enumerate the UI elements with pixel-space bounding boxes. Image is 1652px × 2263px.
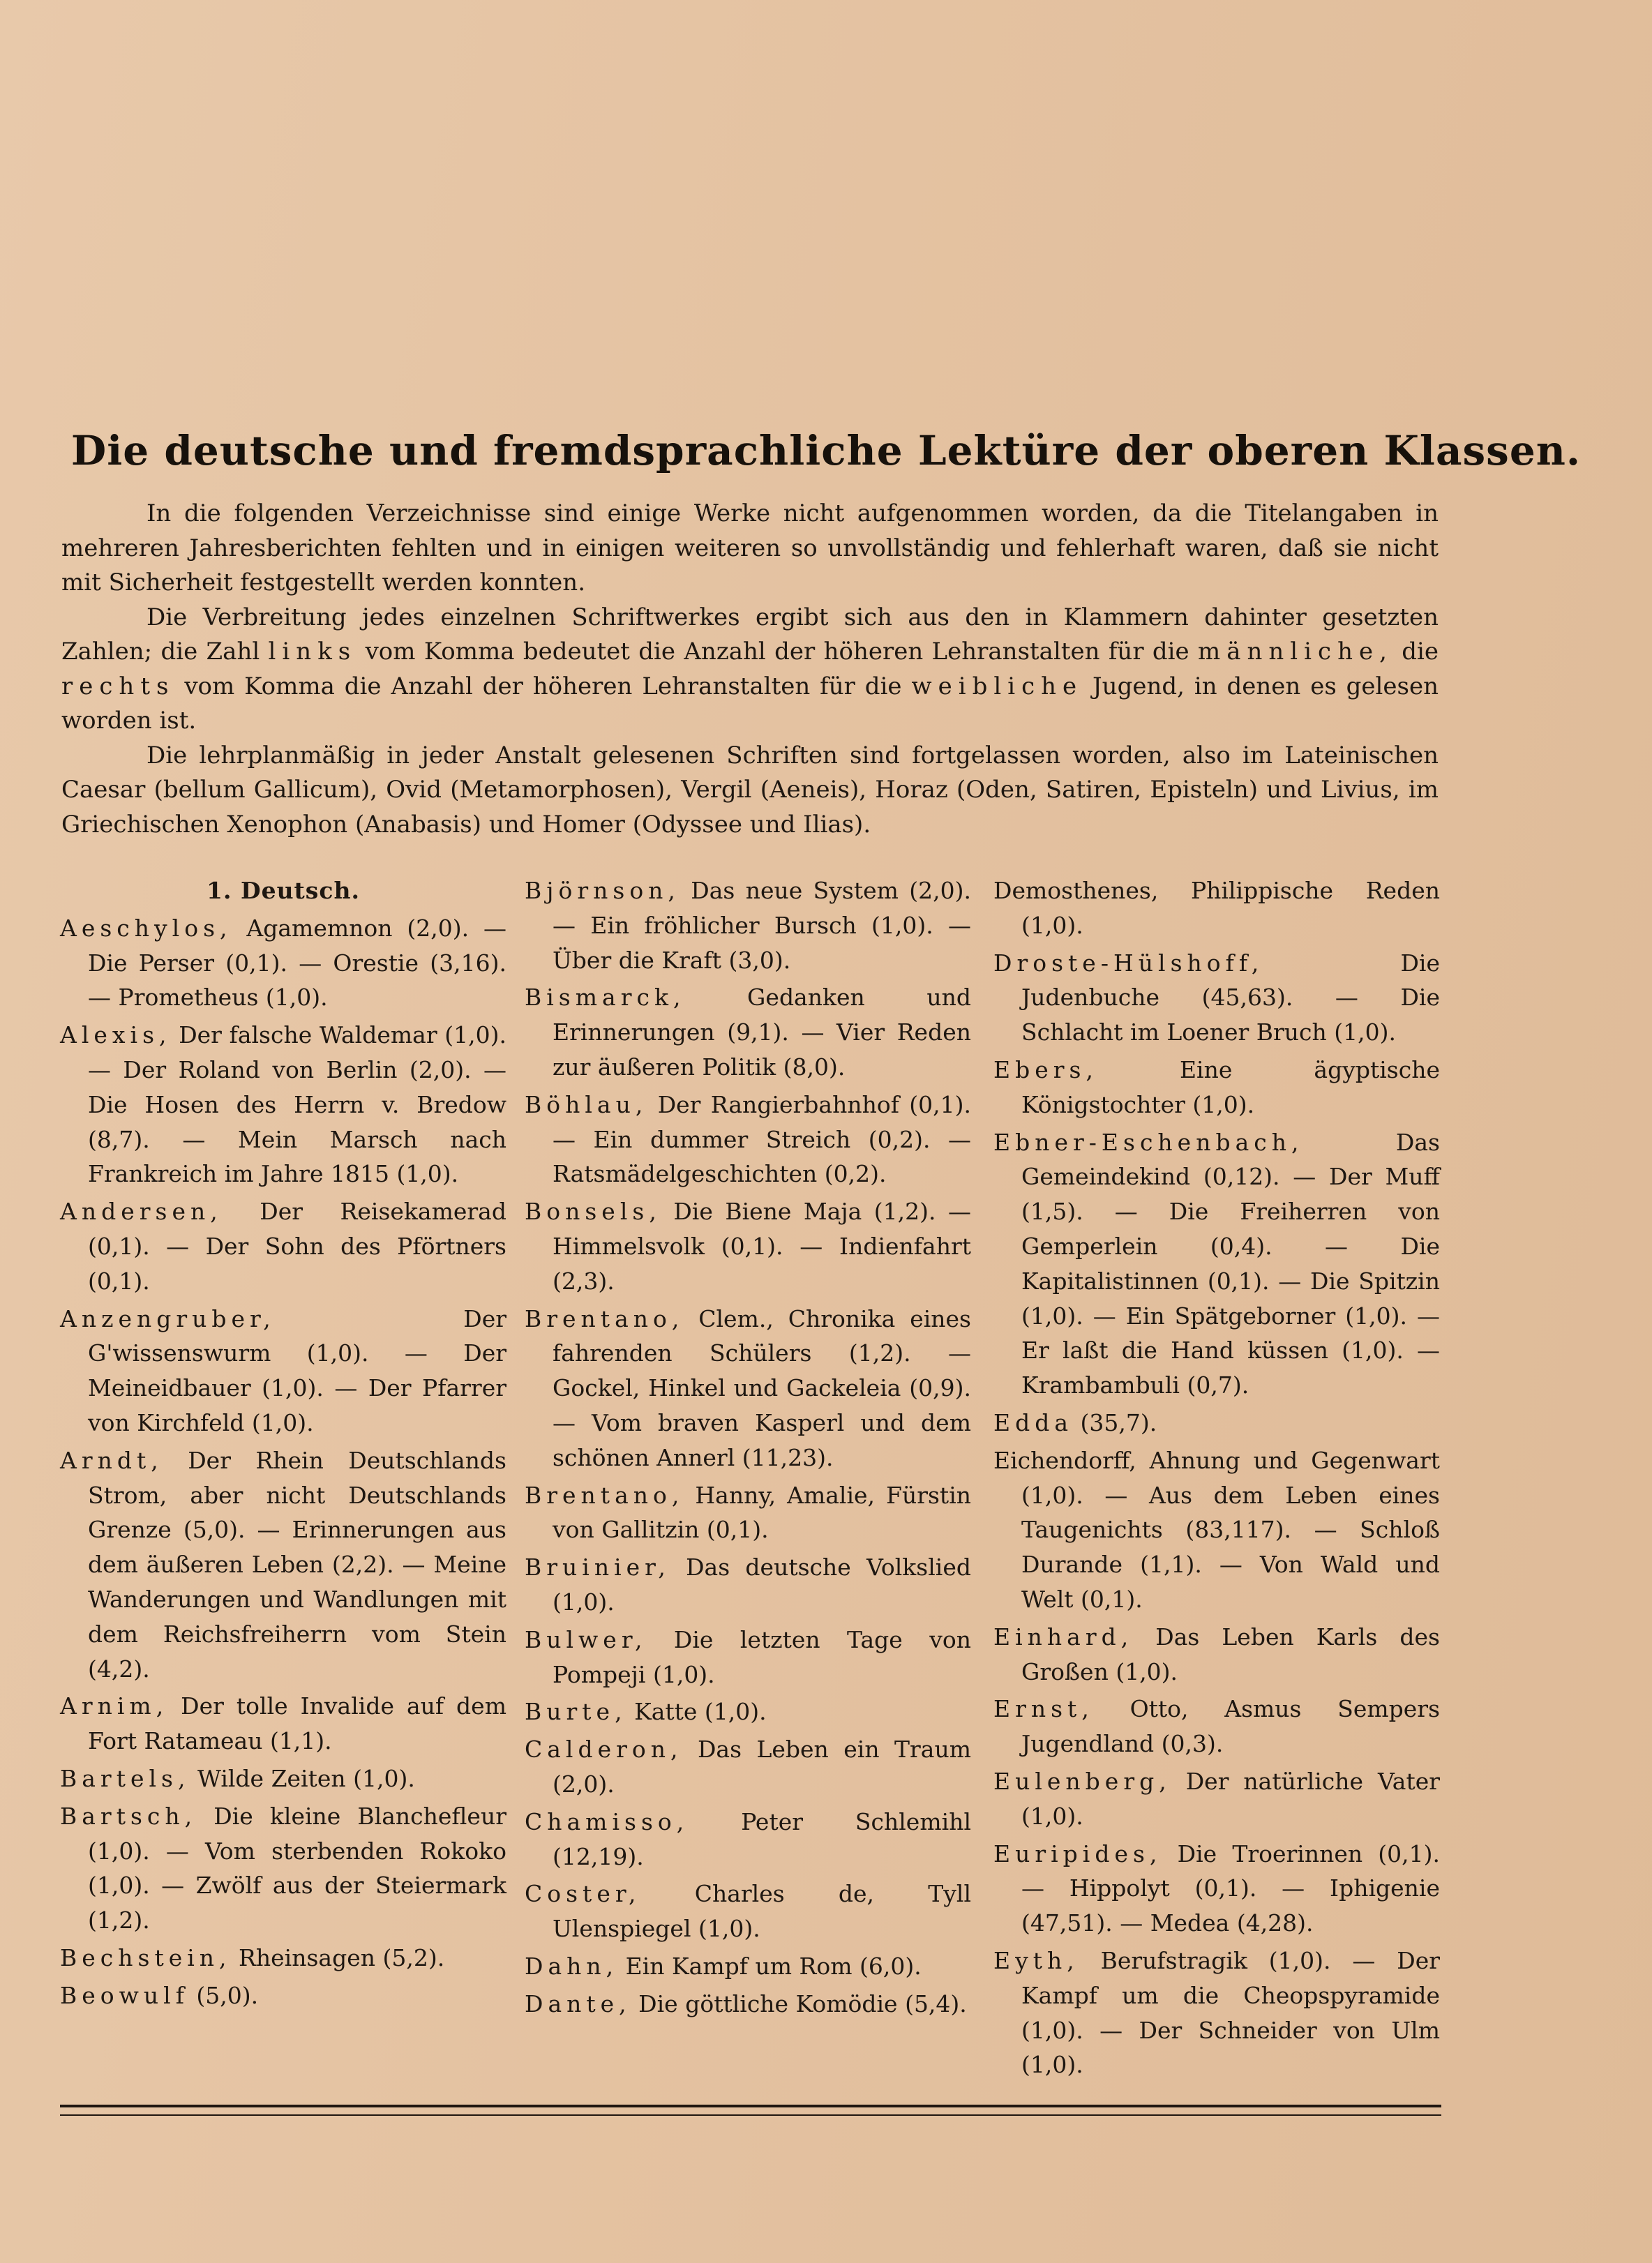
entry-works: Das Leben Karls des Großen (1,0). <box>1021 1623 1440 1685</box>
list-entry <box>525 1194 971 1298</box>
list-entry <box>60 1761 506 1796</box>
entry-author: Arndt, <box>60 1446 163 1474</box>
list-entry <box>60 1194 506 1298</box>
list-entry <box>993 1125 1440 1403</box>
entry-author: Dahn, <box>525 1952 619 1980</box>
entry-works: Hanny, Amalie, Fürstin von Gallitzin (0,1). <box>553 1481 971 1544</box>
list-entry <box>993 1764 1440 1834</box>
entry-author: Brentano, <box>525 1305 684 1332</box>
entry-works: Der Rangierbahnhof (0,1). — Ein dummer Streich (0,2). — Ratsmädelgeschichten (0,2). <box>553 1090 971 1188</box>
intro-p2-weibliche: weibliche <box>911 672 1083 700</box>
entry-works: Die Troerinnen (0,1). — Hippolyt (0,1). — Iphigenie (47,51). — Medea (4,28). <box>1021 1840 1440 1937</box>
entry-author: Andersen, <box>60 1198 223 1226</box>
column-1 <box>60 873 506 2016</box>
entry-author: Eulenberg, <box>993 1767 1171 1795</box>
entry-author: Chamisso, <box>525 1807 689 1835</box>
entry-author: Böhlau, <box>525 1090 648 1118</box>
entry-author: Bartels, <box>60 1764 190 1792</box>
list-entry <box>993 946 1440 1050</box>
intro-paragraph-1: In die folgenden Verzeichnisse sind einige Werke nicht aufgenommen worden, da die Titelangaben in mehreren Jahresberichten fehlten und in einigen weiteren so unvollständig und fehlerhaft waren, daß sie nicht mit Sicherheit festgestellt werden konnten. <box>61 499 1439 596</box>
entry-author: Calderon, <box>525 1736 683 1764</box>
entry-author: Droste-Hülshoff, <box>993 949 1264 977</box>
bottom-rule <box>60 2105 1441 2107</box>
entry-works: Der Rhein Deutschlands Strom, aber nicht Deutschlands Grenze (5,0). — Erinnerungen aus dem äußeren Leben (2,2). — Meine Wanderungen und Wandlungen mit dem Reichsfreiherrn vom Stein (4,2). <box>88 1446 506 1683</box>
entry-works: Katte (1,0). <box>634 1698 767 1726</box>
entry-works: (35,7). <box>1080 1408 1157 1436</box>
list-entry <box>525 1949 971 1984</box>
entry-works: Der G'wissenswurm (1,0). — Der Meineidbauer (1,0). — Der Pfarrer von Kirchfeld (1,0). <box>88 1305 506 1436</box>
list-entry <box>60 1302 506 1441</box>
entry-works: Die kleine Blanchefleur (1,0). — Vom sterbenden Rokoko (1,0). — Zwölf aus der Steiermark (1,2). <box>88 1802 506 1934</box>
list-entry <box>60 1978 506 2013</box>
list-entry <box>993 1692 1440 1761</box>
entry-works: Otto, Asmus Sempers Jugendland (0,3). <box>1021 1695 1441 1758</box>
intro-text <box>61 497 1439 842</box>
entry-list <box>525 873 971 2022</box>
entry-author: Edda <box>993 1408 1074 1436</box>
list-entry <box>60 911 506 1015</box>
entry-author: Björnson, <box>525 877 680 904</box>
entry-author: Dante, <box>525 1990 631 2017</box>
entry-works: Wilde Zeiten (1,0). <box>197 1764 415 1792</box>
intro-p2-maennliche: männliche, <box>1197 638 1393 666</box>
entry-works: Eichendorff, Ahnung und Gegenwart (1,0). — Aus dem Leben eines Taugenichts (83,117). — Schloß Durande (1,1). — Von Wald und Welt (0,1). <box>993 1446 1440 1613</box>
entry-works: Die göttliche Komödie (5,4). <box>638 1990 967 2017</box>
entry-author: Bonsels, <box>525 1198 661 1226</box>
entry-author: Euripides, <box>993 1840 1162 1867</box>
list-entry <box>525 1805 971 1874</box>
entry-works: Das Gemeindekind (0,12). — Der Muff (1,5). — Die Freiherren von Gemperlein (0,4). — Die Kapitalistinnen (0,1). — Die Spitzin (1,0). — Ein Spätgeborner (1,0). — Er laßt die Hand küssen (1,0). — Krambambuli (0,7). <box>1021 1128 1440 1399</box>
entry-works: Demosthenes, Philippische Reden (1,0). <box>993 877 1440 939</box>
intro-paragraph-2 <box>61 601 1439 739</box>
list-entry <box>993 1837 1440 1941</box>
entry-works: Agamemnon (2,0). — Die Perser (0,1). — Orestie (3,16). — Prometheus (1,0). <box>88 914 506 1012</box>
list-entry <box>525 1987 971 2022</box>
entry-works: Die Judenbuche (45,63). — Die Schlacht im Loener Bruch (1,0). <box>1021 949 1440 1046</box>
entry-works: Ein Kampf um Rom (6,0). <box>625 1952 922 1980</box>
entry-author: Ernst, <box>993 1695 1094 1723</box>
intro-paragraph-3: Die lehrplanmäßig in jeder Anstalt gelesenen Schriften sind fortgelassen worden, also im Lateinischen Caesar (bellum Gallicum), Ovid (Metamorphosen), Vergil (Aeneis), Horaz (Oden, Satiren, Episteln) und Livius, im Griechischen Xenophon (Anabasis) und Homer (Odyssee und Ilias). <box>61 741 1439 839</box>
entry-works: (5,0). <box>196 1981 259 2009</box>
list-entry <box>993 1053 1440 1122</box>
list-entry <box>60 1689 506 1759</box>
entry-author: Arnim, <box>60 1692 169 1720</box>
entry-author: Bismarck, <box>525 984 686 1012</box>
entry-works: Rheinsagen (5,2). <box>239 1944 445 1971</box>
entry-works: Die Biene Maja (1,2). — Himmelsvolk (0,1). — Indienfahrt (2,3). <box>553 1198 971 1295</box>
entry-works: Der Reisekamerad (0,1). — Der Sohn des Pförtners (0,1). <box>88 1198 506 1295</box>
intro-p2-part-e: Jugend, in denen es gelesen worden ist. <box>61 672 1439 735</box>
entry-author: Bruinier, <box>525 1554 670 1581</box>
entry-works: Der falsche Waldemar (1,0). — Der Roland von Berlin (2,0). — Die Hosen des Herrn v. Bredow (8,7). — Mein Marsch nach Frankreich im Jahre 1815 (1,0). <box>88 1021 506 1188</box>
entry-author: Coster, <box>525 1880 641 1908</box>
list-entry <box>525 980 971 1084</box>
entry-works: Das neue System (2,0). — Ein fröhlicher Bursch (1,0). — Über die Kraft (3,0). <box>553 877 971 974</box>
intro-p2-part-b: vom Komma bedeutet die Anzahl der höheren Lehranstalten für die <box>365 638 1189 666</box>
entry-author: Aeschylos, <box>60 914 232 942</box>
list-entry <box>525 1877 971 1946</box>
list-entry <box>60 1941 506 1976</box>
entry-author: Anzengruber, <box>60 1305 276 1332</box>
entry-author: Alexis, <box>60 1021 172 1049</box>
list-entry <box>525 1694 971 1729</box>
list-entry <box>525 1732 971 1802</box>
list-entry <box>993 1443 1440 1617</box>
entry-works: Der natürliche Vater (1,0). <box>1021 1767 1441 1830</box>
column-3 <box>993 873 1440 2085</box>
list-entry <box>60 1443 506 1687</box>
entry-works: Die letzten Tage von Pompeji (1,0). <box>553 1625 971 1688</box>
column-2 <box>525 873 971 2024</box>
page-title: Die deutsche und fremdsprachliche Lektüre der oberen Klassen. <box>70 427 1582 474</box>
intro-p2-links: links <box>268 638 357 666</box>
entry-works: Gedanken und Erinnerungen (9,1). — Vier Reden zur äußeren Politik (8,0). <box>553 984 971 1081</box>
list-entry <box>525 1623 971 1692</box>
entry-list <box>60 911 506 2013</box>
list-entry <box>525 1478 971 1548</box>
intro-p2-part-c: die <box>1402 638 1439 666</box>
list-entry <box>993 873 1440 943</box>
list-entry <box>525 873 971 977</box>
entry-author: Bulwer, <box>525 1625 647 1653</box>
list-entry <box>993 1406 1440 1441</box>
section-heading: 1. Deutsch. <box>206 877 360 904</box>
entry-works: Berufstragik (1,0). — Der Kampf um die Cheopspyramide (1,0). — Der Schneider von Ulm (1,0). <box>1021 1946 1440 2079</box>
list-entry <box>525 1550 971 1620</box>
entry-author: Burte, <box>525 1698 627 1726</box>
entry-author: Bechstein, <box>60 1944 232 1971</box>
intro-p2-part-a: Die Verbreitung jedes einzelnen Schriftwerkes ergibt sich aus den in Klammern dahinter gesetzten Zahlen; die Zahl <box>61 603 1439 666</box>
list-entry <box>525 1088 971 1191</box>
entry-author: Brentano, <box>525 1481 684 1509</box>
entry-works: Der tolle Invalide auf dem Fort Ratameau (1,1). <box>88 1692 506 1755</box>
entry-works: Das deutsche Volkslied (1,0). <box>553 1554 971 1616</box>
entry-works: Das Leben ein Traum (2,0). <box>553 1736 971 1798</box>
entry-author: Bartsch, <box>60 1802 197 1830</box>
list-entry <box>525 1302 971 1475</box>
entry-works: Clem., Chronika eines fahrenden Schülers (1,2). — Gockel, Hinkel und Gackeleia (0,9). — Vom braven Kasperl und dem schönen Annerl (11,23). <box>553 1305 971 1471</box>
reading-list <box>60 873 1441 2079</box>
entry-works: Peter Schlemihl (12,19). <box>553 1807 971 1870</box>
entry-author: Ebner-Eschenbach, <box>993 1128 1304 1156</box>
entry-author: Beowulf <box>60 1981 189 2009</box>
entry-author: Einhard, <box>993 1623 1134 1651</box>
intro-p2-rechts: rechts <box>61 672 175 700</box>
list-entry <box>993 1620 1440 1690</box>
entry-works: Charles de, Tyll Ulenspiegel (1,0). <box>553 1880 971 1943</box>
list-entry <box>60 1799 506 1938</box>
entry-works: Eine ägyptische Königstochter (1,0). <box>1021 1055 1440 1118</box>
intro-p2-part-d: vom Komma die Anzahl der höheren Lehranstalten für die <box>184 672 902 700</box>
bottom-rule-thin <box>60 2114 1441 2116</box>
entry-author: Eyth, <box>993 1946 1079 1974</box>
entry-list <box>993 873 1440 2082</box>
list-entry <box>993 1944 1440 2082</box>
list-entry <box>60 1018 506 1191</box>
entry-author: Ebers, <box>993 1055 1098 1083</box>
